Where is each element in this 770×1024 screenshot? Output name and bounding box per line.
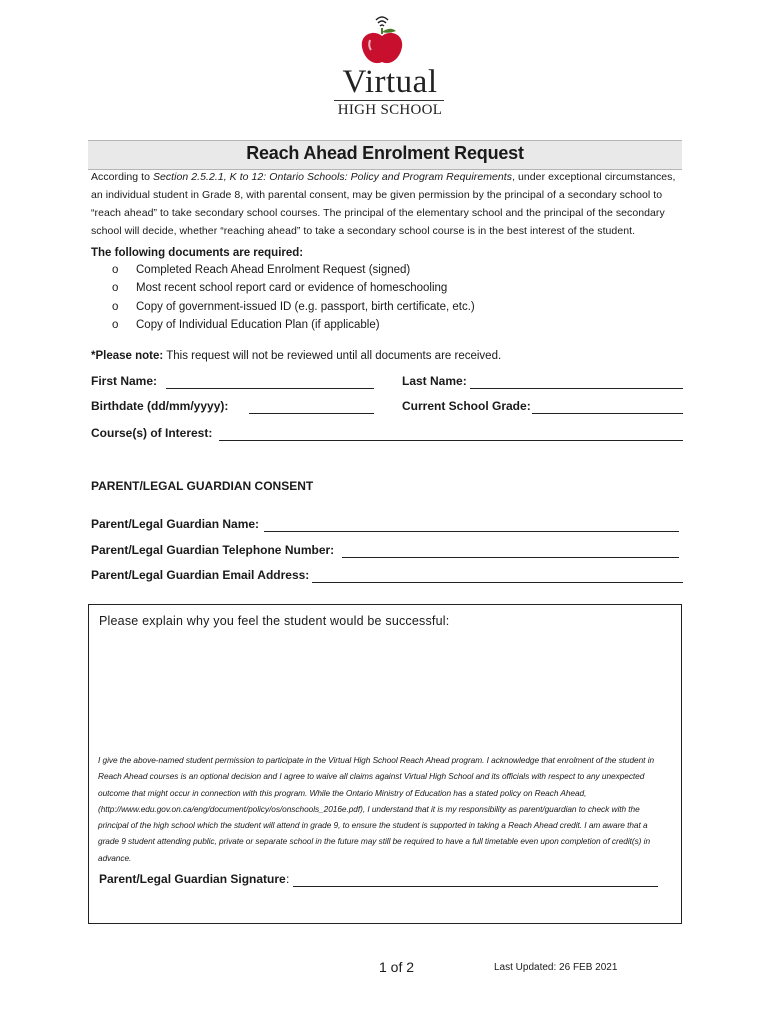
guardian-phone-label: Parent/Legal Guardian Telephone Number: <box>91 543 335 557</box>
bullet: o <box>112 319 119 331</box>
logo-word-virtual: Virtual <box>342 64 438 100</box>
note-text: This request will not be reviewed until all documents are received. <box>163 350 502 362</box>
review-note <box>91 350 501 362</box>
note-label: *Please note: <box>91 350 164 362</box>
document-item-label: Copy of Individual Education Plan (if applicable) <box>136 319 380 331</box>
logo-word-high-school: HIGH SCHOOL <box>337 102 443 118</box>
courses-label: Course(s) of Interest: <box>91 426 213 440</box>
guardian-name-field[interactable] <box>264 531 679 532</box>
intro-paragraph <box>91 168 683 240</box>
courses-field[interactable] <box>219 440 683 441</box>
guardian-name-label: Parent/Legal Guardian Name: <box>91 517 260 531</box>
document-item-label: Most recent school report card or evidence of homeschooling <box>136 282 448 294</box>
explanation-prompt: Please explain why you feel the student would be successful: <box>99 614 450 628</box>
intro-text-rest: , under exceptional circumstances, an individual student in Grade 8, with parental consent, may be given permission by the principal of a secondary school to “reach ahead” to take secondary school courses. The principal of the elementary school and the principal of the secondary school will decide, whether “reaching ahead” to take a secondary school course is in the best interest of the student. <box>91 171 676 237</box>
bullet: o <box>112 264 119 276</box>
document-item <box>112 301 475 313</box>
guardian-email-field[interactable] <box>312 582 683 583</box>
current-grade-field[interactable] <box>532 413 683 414</box>
guardian-phone-field[interactable] <box>342 557 679 558</box>
guardian-email-label: Parent/Legal Guardian Email Address: <box>91 568 310 582</box>
first-name-label: First Name: <box>91 374 158 388</box>
signature-colon: : <box>286 872 290 886</box>
intro-text-start: According to <box>91 171 153 183</box>
document-item <box>112 319 380 331</box>
signature-field[interactable] <box>293 886 658 887</box>
document-item-label: Copy of government-issued ID (e.g. passport, birth certificate, etc.) <box>136 301 475 313</box>
first-name-field[interactable] <box>166 388 374 389</box>
birthdate-field[interactable] <box>249 413 374 414</box>
consent-statement: I give the above-named student permission to participate in the Virtual High School Reach Ahead program. I acknowledge that enrolment of the student in Reach Ahead courses is an optional decision and I agree to waive all claims against Virtual High School and its officials with respect to any unexpected outcome that might occur in connection with this program. While the Ontario Ministry of Education has a stated policy on Reach Ahead, (http://www.edu.gov.on.ca/eng/document/policy/os/onschools_2016e.pdf), I understand that it is my responsibility as parent/guardian to check with the principal of the high school which the student will attend in grade 9, to ensure the student is supported in taking a Reach Ahead credit. I am aware that a grade 9 student attending public, private or separate school in the future may still be required to have a full timetable even upon completion of credit(s) in advance. <box>98 755 655 863</box>
document-item <box>112 282 447 294</box>
last-name-field[interactable] <box>470 388 683 389</box>
guardian-consent-heading: PARENT/LEGAL GUARDIAN CONSENT <box>91 479 314 493</box>
page-title: Reach Ahead Enrolment Request <box>246 143 524 163</box>
apple-wifi-icon <box>330 14 450 66</box>
last-updated: Last Updated: 26 FEB 2021 <box>494 962 618 973</box>
document-item <box>112 264 410 276</box>
document-item-label: Completed Reach Ahead Enrolment Request (signed) <box>136 264 411 276</box>
last-name-label: Last Name: <box>402 374 467 388</box>
logo-divider <box>334 100 444 101</box>
birthdate-label: Birthdate (dd/mm/yyyy): <box>91 399 229 413</box>
current-grade-label: Current School Grade: <box>402 399 531 413</box>
signature-label: Parent/Legal Guardian Signature <box>99 872 286 886</box>
school-logo <box>330 14 450 124</box>
page-number: 1 of 2 <box>379 959 415 975</box>
documents-heading: The following documents are required: <box>91 247 304 259</box>
bullet: o <box>112 282 119 294</box>
bullet: o <box>112 301 119 313</box>
intro-reference: Section 2.5.2.1, K to 12: Ontario Schools: Policy and Program Requirements <box>152 171 513 183</box>
